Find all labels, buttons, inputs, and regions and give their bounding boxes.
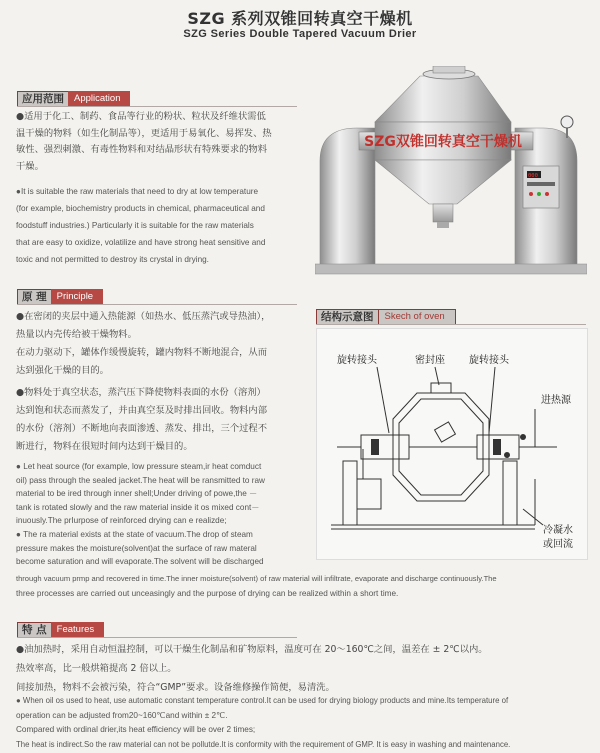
application-en-text — [16, 183, 265, 268]
text-line: ●油加热时，采用自动恒温控制，可以干燥生化制品和矿物原料，温度可在 20～160℃之间，温差在 ± 2℃以内。 — [16, 644, 488, 655]
page-title: SZG 系列双锥回转真空干燥机 — [187, 9, 413, 28]
features-cn-text — [16, 640, 488, 697]
panel-readout: 000 — [528, 173, 538, 179]
machine-photo — [315, 66, 587, 276]
text-line: oil) pass through the sealed jacket.The heat will be ransmitted to raw — [16, 475, 265, 485]
principle-label-cn: 原 理 — [17, 289, 51, 305]
text-line: 断进行，物料在很短时间内达到干燥目的。 — [16, 441, 193, 452]
features-header — [17, 622, 104, 638]
text-line: toxic and not permitted to destroy its crystal in drying. — [16, 255, 209, 264]
features-label-cn: 特 点 — [17, 622, 51, 638]
structure-header — [316, 309, 456, 325]
text-line: inuously.The prIurpose of reinforced drying can e realizde; — [16, 516, 227, 526]
text-line: 温干燥的物料（如生化制品等），更适用于易氧化、易挥发、热 — [16, 127, 272, 139]
text-line: ●适用于化工、制药、食品等行业的粉状、粒状及纤维状需低 — [16, 111, 266, 122]
label-condensate-1: 冷凝水 — [543, 525, 573, 536]
structure-label-en: Skech of oven — [378, 309, 456, 325]
text-line: pressure makes the moisture(solvent)at the surface of raw materal — [16, 543, 257, 553]
text-line: 间接加热，物料不会被污染，符合“GMP”要求。设备维修操作简便，易清洗。 — [16, 682, 335, 693]
page-subtitle: SZG Series Double Tapered Vacuum Drier — [183, 28, 417, 40]
section-divider — [17, 106, 297, 107]
text-line: ●在密闭的夹层中通入热能源（如热水、低压蒸汽或导热油）， — [16, 311, 271, 322]
text-line: become saturation and will evaporate.The solvent will be discharged — [16, 557, 264, 567]
text-line: ● When oil os used to heat, use automatic constant temperature control.It can be used for drying biology products and mine.Its temperature of — [16, 696, 509, 705]
principle-en-text — [16, 460, 265, 569]
double-cone-dryer-illustration — [315, 66, 587, 276]
label-seal-seat: 密封座 — [415, 355, 445, 366]
principle-cn-text — [16, 308, 270, 456]
text-line: 达到饱和状态而蒸发了，并由真空泵及时排出回收。物料内部 — [16, 405, 268, 416]
label-condensate-2: 或回流 — [543, 539, 573, 550]
features-en-text — [16, 694, 510, 752]
text-line: material to be ired through inner shell;Under driving of powe,the － — [16, 489, 258, 499]
application-label-en: Application — [68, 91, 130, 107]
text-line: 热效率高，比一般烘箱提高 2 倍以上。 — [16, 663, 177, 674]
text-line: tank is rotated slowly and the raw material inside it os mixed cont－ — [16, 502, 260, 512]
principle-en-wide-text — [16, 571, 594, 601]
text-line: 的水份（溶剂）不断地向表面渗透、蒸发、排出，三个过程不 — [16, 423, 268, 434]
section-divider — [17, 304, 297, 305]
text-line: 达到强化干燥的目的。 — [16, 365, 109, 376]
text-line: The heat is indirect.So the raw material can not be pollutde.It is conformity with the requirement of GMP. It is easy in washing and maintenance. — [16, 739, 511, 749]
application-header — [17, 91, 130, 107]
text-line: ● The ra material exists at the state of vacuum.The drop of steam — [16, 529, 253, 539]
section-divider — [316, 324, 586, 325]
text-line: foodstuff industries.) Particularly it is suitable for the raw materials — [16, 221, 254, 230]
application-label-cn: 应用范围 — [17, 91, 68, 107]
text-line: (for example, biochemistry products in chemical, pharmaceutical and — [16, 204, 265, 213]
structure-label-cn: 结构示意图 — [316, 309, 378, 325]
label-rotary-joint-left: 旋转接头 — [337, 355, 377, 366]
structure-diagram — [316, 328, 588, 560]
label-rotary-joint-right: 旋转接头 — [469, 355, 509, 366]
label-heat-source-in: 进热源 — [541, 395, 571, 406]
principle-header — [17, 289, 103, 305]
text-line: three processes are carried out unceasingly and the purpose of drying can be realized within a short time. — [16, 589, 399, 598]
text-line: operation can be adjusted from20~160℃and within ± 2℃. — [16, 710, 228, 720]
text-line: 敏性、强烈刺激、有毒性物料和对结晶形状有特殊要求的物料 — [16, 144, 268, 155]
text-line: Compared with ordinal drier,its heat efficiency will be over 2 times; — [16, 725, 256, 734]
text-line: 干燥。 — [16, 160, 44, 172]
machine-label: SZG双锥回转真空干燥机 — [364, 134, 522, 150]
features-label-en: Features — [51, 622, 105, 638]
principle-label-en: Principle — [51, 289, 103, 305]
structure-sketch — [317, 329, 587, 559]
text-line: that are easy to oxidize, volatilize and have strong heat sensitive and — [16, 238, 266, 247]
text-line: ●It is suitable the raw materials that need to dry at low temperature — [16, 187, 259, 196]
application-cn-text — [16, 109, 272, 175]
text-line: ●物料处于真空状态，蒸汽压下降使物料表面的水份（溶剂） — [16, 387, 266, 398]
text-line: ● Let heat source (for example, low pressure steam,ir heat comduct — [16, 462, 262, 471]
section-divider — [17, 637, 297, 638]
text-line: through vacuum prmp and recovered in time.The inner moisture(solvent) of raw material will infiltrate, evaporate and discharge continuously.The — [16, 574, 497, 583]
text-line: 热量以内壳传给被干燥物料。 — [16, 329, 137, 340]
text-line: 在动力驱动下，罐体作缓慢旋转，罐内物料不断地混合，从而 — [16, 347, 268, 358]
